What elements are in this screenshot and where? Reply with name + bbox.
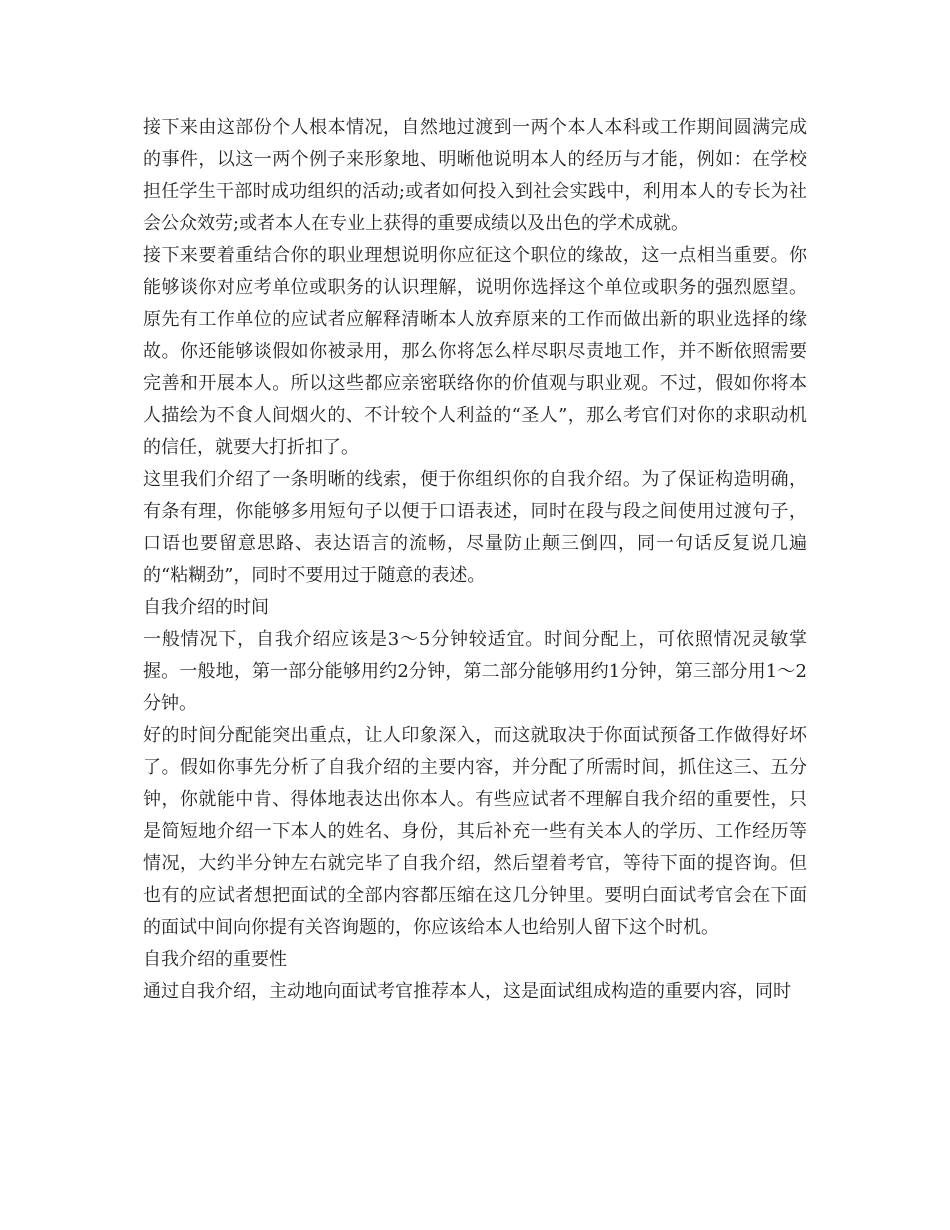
paragraph-importance-start: 通过自我介绍，主动地向面试考官推荐本人，这是面试组成构造的重要内容，同时 <box>143 981 791 1002</box>
section-heading-importance: 自我介绍的重要性 <box>143 949 287 970</box>
paragraph-experience-examples: 接下来由这部份个人根本情况，自然地过渡到一两个本人本科或工作期间圆满完成的事件，以这一两个例子来形象地、明晰他说明本人的经历与才能，例如：在学校担任学生干部时成功组织的活动;或者如何投入到社会实践中，利用本人的专长为社会公众效劳;或者本人在专业上获得的重要成绩以及出色的学术成就。 <box>143 117 807 234</box>
paragraph-duration-general: 一般情况下，自我介绍应该是3～5分钟较适宜。时间分配上，可依照情况灵敏掌握。一般地，第一部分能够用约2分钟，第二部分能够用约1分钟，第三部分用1～2分钟。 <box>143 629 807 714</box>
paragraph-career-motivation: 接下来要着重结合你的职业理想说明你应征这个职位的缘故，这一点相当重要。你能够谈你对应考单位或职务的认识理解，说明你选择这个单位或职务的强烈愿望。原先有工作单位的应试者应解释清晰本人放弃原来的工作而做出新的职业选择的缘故。你还能够谈假如你被录用，那么你将怎么样尽职尽责地工作，并不断依照需要完善和开展本人。所以这些都应亲密联络你的价值观与职业观。不过，假如你将本人描绘为不食人间烟火的、不计较个人利益的“圣人”，那么考官们对你的求职动机的信任，就要大打折扣了。 <box>143 245 807 458</box>
section-heading-duration: 自我介绍的时间 <box>143 597 269 618</box>
paragraph-structure-tips: 这里我们介绍了一条明晰的线索，便于你组织你的自我介绍。为了保证构造明确，有条有理，你能够多用短句子以便于口语表述，同时在段与段之间使用过渡句子，口语也要留意思路、表达语言的流畅，尽量防止颠三倒四，同一句话反复说几遍的“粘糊劲”，同时不要用过于随意的表述。 <box>143 469 807 586</box>
document-page <box>143 112 807 1008</box>
paragraph-time-allocation: 好的时间分配能突出重点，让人印象深入，而这就取决于你面试预备工作做得好坏了。假如你事先分析了自我介绍的主要内容，并分配了所需时间，抓住这三、五分钟，你就能中肯、得体地表达出你本人。有些应试者不理解自我介绍的重要性，只是简短地介绍一下本人的姓名、身份，其后补充一些有关本人的学历、工作经历等情况，大约半分钟左右就完毕了自我介绍，然后望着考官，等待下面的提咨询。但也有的应试者想把面试的全部内容都压缩在这几分钟里。要明白面试考官会在下面的面试中间向你提有关咨询题的，你应该给本人也给别人留下这个时机。 <box>143 725 807 938</box>
